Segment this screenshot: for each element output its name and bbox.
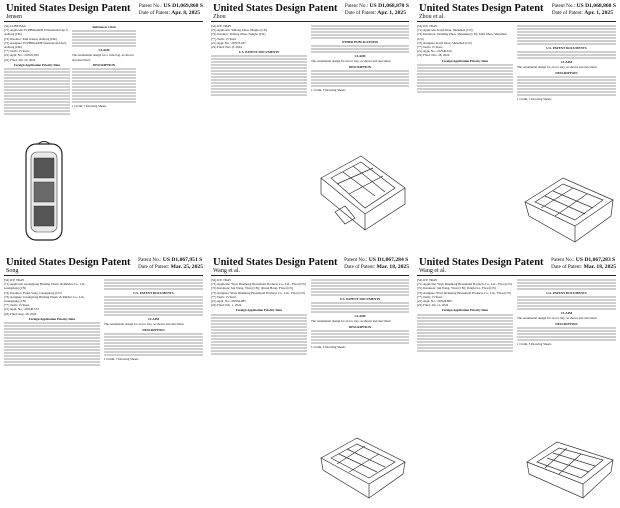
patent-inventor-short: Zhou et al. xyxy=(419,14,445,20)
patent-page-5 xyxy=(207,254,413,508)
claim-heading: CLAIM xyxy=(98,48,110,53)
claim-text: The ornamental design for an ice tray, as shown and described. xyxy=(104,322,185,327)
term-field: (**) Term: 15 Years xyxy=(211,294,237,299)
patent-title: United States Design Patent xyxy=(213,257,338,268)
right-text-column xyxy=(311,24,409,142)
patent-header-left xyxy=(213,257,338,274)
description-heading: DESCRIPTION xyxy=(555,321,578,326)
claim-text: The ornamental design for an ice tray, as shown and described. xyxy=(517,65,598,70)
references-heading: U.S. PATENT DOCUMENTS xyxy=(546,46,587,50)
patent-header-left xyxy=(6,3,131,20)
references-heading: U.S. PATENT DOCUMENTS xyxy=(133,291,174,295)
header-rule xyxy=(417,21,616,22)
ice-tray-drawing xyxy=(317,432,409,504)
right-text-column xyxy=(104,278,203,506)
patent-number: US D1,069,868 S xyxy=(163,3,203,9)
patent-header-left xyxy=(6,257,131,274)
inventor-field: (72) Inventors: Jun Wang, Yiwu (CN); Qiwen Hong, Yiwu (CN) xyxy=(211,286,293,291)
priority-heading: Foreign Application Priority Data xyxy=(441,308,489,313)
term-field: (**) Term: 15 Years xyxy=(417,294,443,299)
patent-date: Mar. 18, 2025 xyxy=(376,264,409,270)
drawing-sheets-caption: 1 Claim, 5 Drawing Sheets xyxy=(311,87,346,92)
patent-number: US D1,068,868 S xyxy=(576,3,616,9)
claim-heading: CLAIM xyxy=(354,54,366,59)
design-title: (54) CUBE BAG xyxy=(4,24,27,28)
patent-page-6 xyxy=(413,254,620,508)
filed-field: (22) Filed: Nov. 8, 2024 xyxy=(211,45,242,50)
patent-header-right: Patent No.: US D1,067,283 S Date of Patent: Mar. 18, 2025 xyxy=(551,257,616,270)
patent-date: Mar. 25, 2025 xyxy=(170,264,203,270)
filed-field: (22) Filed: Aug. 26, 2024 xyxy=(4,311,37,316)
design-title: (54) ICE TRAY xyxy=(211,24,232,28)
description-heading: DESCRIPTION xyxy=(142,327,165,332)
appl-no-field: (21) Appl. No.: 29/972,447 xyxy=(211,40,246,45)
bibliographic-column xyxy=(211,278,307,506)
patent-page-4 xyxy=(0,254,207,508)
drawing-sheets-caption: 1 Claim, 7 Drawing Sheets xyxy=(72,104,107,109)
patent-header-left xyxy=(419,3,544,20)
patent-inventor-short: Wang et al. xyxy=(419,268,447,274)
design-title: (54) ICE TRAY xyxy=(417,278,438,282)
patent-header-right: Patent No.: US D1,068,868 S Date of Patent: Apr. 1, 2025 xyxy=(551,3,616,16)
claim-text: The ornamental design for an ice tray, as shown and described. xyxy=(517,316,598,321)
right-text-column xyxy=(311,278,409,428)
inventor-field: (72) Inventors: Yanliang Zhou, Shenzhen (CN); Kaijf Zhou, Shenzhen (CN) xyxy=(417,32,507,41)
claim-heading: CLAIM xyxy=(148,317,159,322)
claim-heading: CLAIM xyxy=(561,60,572,65)
drawing-sheets-caption: 1 Claim, 7 Drawing Sheets xyxy=(517,96,552,101)
bibliographic-column xyxy=(4,278,100,506)
priority-heading: Foreign Application Priority Data xyxy=(235,308,283,313)
ice-tray-drawing xyxy=(523,434,617,504)
inventor-field: (72) Inventor: Yadan Song, Guangdong (CN) xyxy=(4,290,62,295)
patent-title: United States Design Patent xyxy=(6,3,131,14)
applicant-field: (71) Applicant: Yiwu Dianhong Household Products Co., Ltd., Yiwu (CN) xyxy=(417,282,512,287)
publications-heading: OTHER PUBLICATIONS xyxy=(341,40,379,44)
patent-number: US D1,068,870 S xyxy=(369,3,409,9)
claim-heading: CLAIM xyxy=(354,314,366,319)
term-field: (**) Term: 15 Years xyxy=(4,303,30,308)
description-heading: DESCRIPTION xyxy=(348,324,372,329)
description-heading: DESCRIPTION xyxy=(348,64,372,69)
patent-inventor-short: Wang et al. xyxy=(213,268,241,274)
patent-inventor-short: Jensen xyxy=(6,14,22,20)
patent-date: Mar. 18, 2025 xyxy=(583,264,616,270)
claim-heading: CLAIM xyxy=(561,311,572,316)
patent-header-right: Patent No.: US D1,067,951 S Date of Patent: Mar. 25, 2025 xyxy=(138,257,203,270)
ice-tray-drawing xyxy=(521,172,617,248)
assignee-field: (73) Assignee: Yiwu Dianhong Household Products Co., Ltd., Yiwu (CN) xyxy=(211,290,305,295)
appl-no-field: (21) Appl. No.: 29/948,534 xyxy=(4,307,39,312)
patent-title: United States Design Patent xyxy=(6,257,131,268)
appl-no-field: (21) Appl. No.: 29/954,685 xyxy=(211,299,246,304)
patent-page-2 xyxy=(207,0,413,252)
assignee-field: (73) Assignee: Guangdong Haixing Plastic & Rubber Co., Ltd., Guangdong (CN) xyxy=(4,294,85,304)
term-field: (**) Term: 15 Years xyxy=(211,36,237,41)
appl-no-field: (21) Appl. No.: 29/925,939 xyxy=(4,53,39,58)
applicant-field: (71) Applicant: Guangdong Haixing Plastic & Rubber Co., Ltd., Guangdong (CN) xyxy=(4,282,86,291)
patent-header-right: Patent No.: US D1,068,870 S Date of Patent: Apr. 1, 2025 xyxy=(344,3,409,16)
patent-number: US D1,067,951 S xyxy=(162,257,203,263)
design-title: (54) ICE TRAY xyxy=(417,24,438,28)
inventor-field: (72) Inventor: Yuhong Zhou, Ningbo (CN) xyxy=(211,32,266,37)
applicant-field: (71) Applicant: Yuhong Zhou, Ningbo (CN) xyxy=(211,28,268,33)
filed-field: (22) Filed: Nov. 28, 2024 xyxy=(417,53,450,58)
applicant-field: (71) Applicant: Kaijf Zhou, Shenzhen (CN) xyxy=(417,28,473,33)
claim-text: The ornamental design for an ice tray, as shown and described. xyxy=(311,319,392,324)
priority-heading: Foreign Application Priority Data xyxy=(28,316,76,321)
description-heading: DESCRIPTION xyxy=(92,62,116,67)
term-field: (**) Term: 15 Years xyxy=(417,45,443,50)
right-text-column xyxy=(517,24,616,168)
header-rule xyxy=(4,275,203,276)
inventor-field: (72) Inventors: Jun Wang, Yiwu (CN); Pengfei Li, Yiwu (CN) xyxy=(417,286,496,291)
references-heading: References Cited xyxy=(92,25,116,29)
patent-page-3 xyxy=(413,0,620,252)
applicant-field: (71) Applicant: ECHBIGARIE International Ap S, Aalborg (DK) xyxy=(4,28,69,37)
patent-date: Apr. 8, 2025 xyxy=(171,10,200,16)
bibliographic-column xyxy=(417,24,513,250)
inventor-field: (72) Inventor: Kim Jensen, Aalborg (DK) xyxy=(4,36,57,41)
drawing-sheets-caption: 1 Claim, 5 Drawing Sheets xyxy=(311,344,346,349)
claim-text: The ornamental design for an ice tray, as shown and described. xyxy=(311,59,392,64)
right-text-column xyxy=(517,278,616,430)
header-rule xyxy=(211,275,409,276)
references-heading: U.S. PATENT DOCUMENTS xyxy=(238,50,280,55)
patent-date: Apr. 1, 2025 xyxy=(584,10,613,16)
patent-title: United States Design Patent xyxy=(419,257,544,268)
assignee-field: (73) Assignee: Yiwu Dianhong Household Products Co., Ltd., Yiwu (CN) xyxy=(417,290,511,295)
patent-header-left xyxy=(419,257,544,274)
patent-date: Apr. 1, 2025 xyxy=(377,10,406,16)
ice-tray-drawing xyxy=(315,148,409,248)
design-title: (54) ICE TRAY xyxy=(4,278,25,282)
patent-inventor-short: Song xyxy=(6,268,19,274)
term-field: (**) Term: 15 Years xyxy=(4,49,30,54)
priority-heading: Foreign Application Priority Data xyxy=(441,58,489,63)
section-heading: Foreign Application Priority Data xyxy=(13,62,61,67)
description-heading: DESCRIPTION xyxy=(555,70,578,75)
references-heading: U.S. PATENT DOCUMENTS xyxy=(546,291,587,295)
bibliographic-column xyxy=(211,24,307,250)
header-rule xyxy=(4,21,203,22)
filed-field: (22) Filed: Feb. 1, 2024 xyxy=(211,303,242,308)
filed-field: (22) Filed: Jan. 11, 2024 xyxy=(417,303,449,308)
assignee-field: (73) Assignee: Kaijf Zhou, Shenzhen (CN) xyxy=(417,40,472,45)
drawing-sheets-caption: 1 Claim, 7 Drawing Sheets xyxy=(104,356,139,361)
drawing-sheets-caption: 1 Claim, 5 Drawing Sheets xyxy=(517,341,552,346)
patent-title: United States Design Patent xyxy=(213,3,338,14)
bibliographic-column xyxy=(417,278,513,506)
patent-number: US D1,067,283 S xyxy=(575,257,616,263)
appl-no-field: (21) Appl. No.: 29/946,616 xyxy=(417,49,452,54)
design-title: (54) ICE TRAY xyxy=(211,278,232,282)
patent-page-1 xyxy=(0,0,207,252)
patent-header-left xyxy=(213,3,338,20)
header-rule xyxy=(417,275,616,276)
patent-header-right: Patent No.: US D1,069,868 S Date of Patent: Apr. 8, 2025 xyxy=(138,3,203,16)
patent-header-right: Patent No.: US D1,067,284 S Date of Patent: Mar. 18, 2025 xyxy=(344,257,409,270)
applicant-field: (71) Applicant: Yiwu Dianhong Household Products Co., Ltd., Yiwu (CN) xyxy=(211,282,306,287)
patent-inventor-short: Zhou xyxy=(213,14,226,20)
patent-number: US D1,067,284 S xyxy=(368,257,409,263)
filed-field: (22) Filed: Jan. 19, 2024 xyxy=(4,57,36,62)
references-heading: U.S. PATENT DOCUMENTS xyxy=(339,297,381,301)
claim-text: The ornamental design for a cube bag, as shown and described. xyxy=(72,53,134,62)
header-rule xyxy=(211,21,409,22)
cube-bag-drawing xyxy=(20,140,70,245)
assignee-field: (73) Assignee: ECHBIGARIE International ApS, Aalborg (DK) xyxy=(4,40,67,50)
appl-no-field: (21) Appl. No.: 29/924,882 xyxy=(417,299,452,304)
references-column xyxy=(72,24,136,250)
patent-title: United States Design Patent xyxy=(419,3,544,14)
